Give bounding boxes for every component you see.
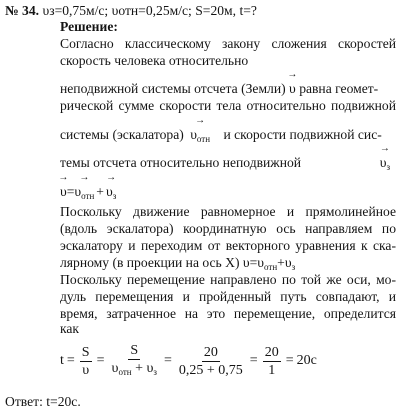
solution-label: Решение:	[60, 19, 118, 34]
para2-line3: эскалатору и переходим от векторного уравнения к ска-	[60, 238, 396, 253]
vector-arrow-icon: →	[79, 172, 90, 183]
para2-line2: (вдоль эскалатора) координатную ось направляем по	[60, 221, 396, 236]
fraction-simplified: $\frac{20}{1}$	[264, 344, 279, 378]
answer-label: Ответ:	[5, 394, 43, 409]
para3-line3: время, затраченное на это перемещение, определится	[60, 306, 396, 321]
para2-line4: лярному (в проекции на ось X) $\upsilon=\upsilon_{отн}+\upsilon_з$	[60, 255, 296, 272]
vector-arrow-icon: →	[379, 143, 390, 154]
velocity-vector: → υ	[287, 69, 298, 96]
fraction-s-over-sum: $\frac{S}{\upsilon_{отн} + \upsilon_з}$	[111, 342, 157, 377]
para1-line3: неподвижной системы отсчета (Земли) → υ равна геомет-	[60, 69, 379, 96]
time-formula: t = $\frac{S}{\upsilon}$ = $\frac{S}{\upsilon_{отн} + \upsilon_з}$ = $\frac{20}{0,25 + 0,75}$ = $\frac{20}{1}$ = 20с	[60, 342, 317, 378]
para1-line5: системы (эскалатора) → $\upsilon_{отн}$ и скорости подвижной сис-	[60, 127, 396, 147]
para1-line4: рической сумме скорости тела относительно подвижной	[60, 98, 396, 113]
vector-equation: → υ= → $\upsilon_{отн}$ + → $\upsilon_з$	[58, 172, 117, 201]
vector-arrow-icon: →	[287, 69, 298, 80]
answer-line	[5, 394, 305, 410]
problem-number: № 34.	[5, 3, 40, 18]
fraction-s-over-v: $\frac{S}{\upsilon}$	[81, 344, 90, 378]
answer-value: t=20с.	[46, 394, 81, 409]
relative-velocity-vector: → $\upsilon_{отн}$	[190, 115, 211, 144]
para3-line1: Поскольку перемещение направлено по той же оси, мо-	[60, 272, 396, 287]
fraction-numeric: $\frac{20}{0,25 + 0,75}$	[178, 344, 243, 378]
formula-result: 20с	[296, 353, 317, 368]
vector-arrow-icon: →	[195, 115, 206, 126]
vector-arrow-icon: →	[58, 172, 69, 183]
given-values: υз=0,75м/с; υотн=0,25м/с; S=20м, t=?	[42, 3, 257, 18]
para3-line4: как	[60, 321, 80, 336]
para2-line1: Поскольку движение равномерное и прямолинейное	[60, 204, 396, 219]
escalator-velocity-vector: → $\upsilon_з$	[379, 143, 390, 172]
para1-line2: скорость человека относительно	[60, 53, 249, 68]
para1-line1: Согласно классическому закону сложения скоростей	[60, 36, 396, 51]
para3-line2: дуль перемещения и пройденный путь совпадают, и	[60, 289, 396, 304]
problem-header	[5, 3, 400, 19]
vector-arrow-icon: →	[106, 172, 117, 183]
para1-line6: темы отсчета относительно неподвижной → $\upsilon_з$	[60, 155, 396, 171]
